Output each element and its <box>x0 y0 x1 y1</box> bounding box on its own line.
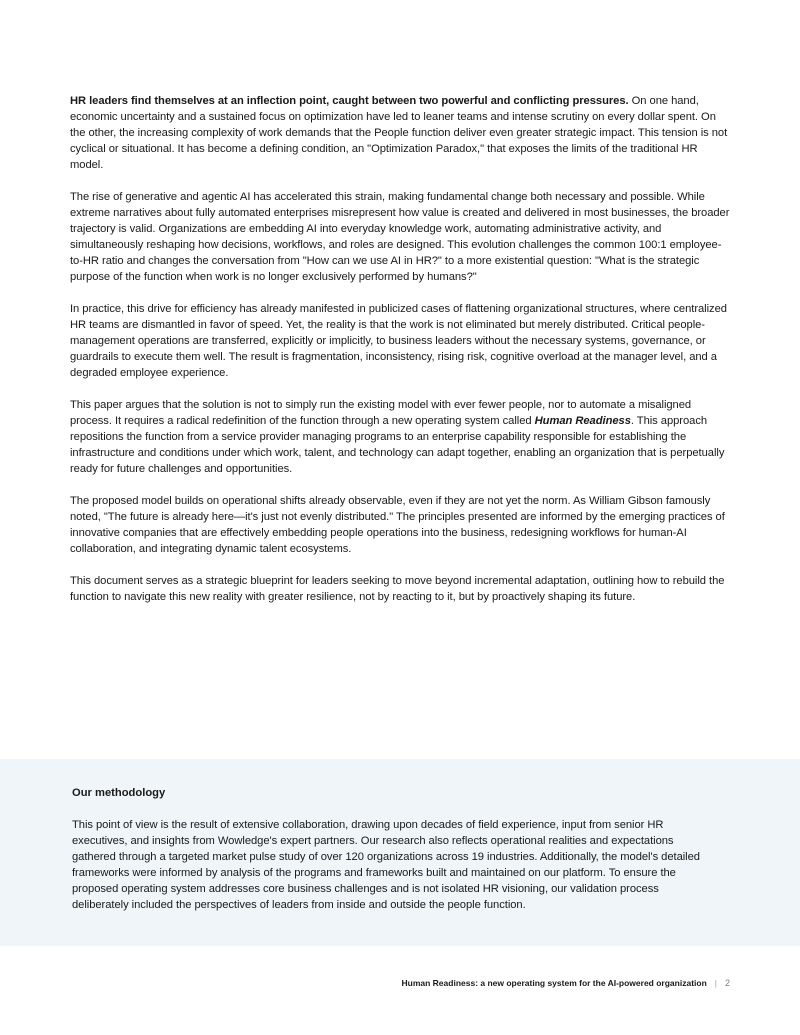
methodology-box <box>0 759 800 946</box>
methodology-content <box>72 786 712 913</box>
main-content <box>70 94 732 622</box>
paragraph-intro <box>70 94 732 174</box>
intro-lead: HR leaders find themselves at an inflection point, caught between two powerful and conflicting pressures. <box>70 95 629 107</box>
human-readiness-emphasis: Human Readiness <box>534 414 631 427</box>
argument-text-before: This paper argues that the solution is not to simply run the existing model with ever fewer people, nor to automate a misaligned process. It requires a radical redefinition of the function through a new operating system called <box>70 399 692 427</box>
intro-text: On one hand, economic uncertainty and a sustained focus on optimization have led to leaner teams and intense scrutiny on every dollar spent. On the other, the increasing complexity of work demands that the People function deliver even greater strategic impact. This tension is not cyclical or situational. It has become a defining condition, an "Optimization Paradox," that exposes the limits of the traditional HR model. <box>70 95 728 171</box>
paragraph-blueprint: This document serves as a strategic blueprint for leaders seeking to move beyond incremental adaptation, outlining how to rebuild the function to navigate this new reality with greater resilience, not by reacting to it, but by proactively shaping its future. <box>70 575 725 604</box>
page-number: 2 <box>724 978 730 988</box>
footer-separator: | <box>714 978 717 988</box>
paragraph-argument <box>70 398 732 478</box>
paragraph-ai: The rise of generative and agentic AI has accelerated this strain, making fundamental change both necessary and possible. While extreme narratives about fully automated enterprises misrepresent how value is created and delivered in most businesses, the broader trajectory is valid. Organizations are embedding AI into everyday knowledge work, automating administrative activity, and simultaneously reshaping how decisions, workflows, and roles are designed. This evolution challenges the common 100:1 employee-to-HR ratio and changes the conversation from "How can we use AI in HR?" to a more existential question: "What is the strategic purpose of the function when work is no longer exclusively performed by humans?" <box>70 191 730 283</box>
footer-title: Human Readiness: a new operating system for the AI-powered organization <box>401 978 707 988</box>
methodology-body: This point of view is the result of extensive collaboration, drawing upon decades of field experience, input from senior HR executives, and insights from Wowledge's expert partners. Our research also reflects operational realities and expectations gathered through a targeted market pulse study of over 120 organizations across 19 industries. Additionally, the model's detailed frameworks were informed by analysis of the programs and frameworks built and maintained on our platform. To ensure the proposed operating system addresses core business challenges and is not isolated HR visioning, our validation process deliberately included the perspectives of leaders from inside and outside the people function. <box>72 819 700 911</box>
paragraph-model: The proposed model builds on operational shifts already observable, even if they are not yet the norm. As William Gibson famously noted, "The future is already here—it's just not evenly distributed." The principles presented are informed by the emerging practices of innovative companies that are effectively embedding people operations into the business, redesigning workflows for human-AI collaboration, and integrating dynamic talent ecosystems. <box>70 495 725 555</box>
page-footer <box>402 977 731 989</box>
methodology-title: Our methodology <box>72 787 166 799</box>
paragraph-practice: In practice, this drive for efficiency has already manifested in publicized cases of flattening organizational structures, where centralized HR teams are dismantled in favor of speed. Yet, the reality is that the work is not eliminated but merely distributed. Critical people-management operations are transferred, explicitly or implicitly, to business leaders without the necessary systems, governance, or guardrails to execute them well. The result is fragmentation, inconsistency, rising risk, cognitive overload at the manager level, and a degraded employee experience. <box>70 302 727 379</box>
argument-text-after: . This approach repositions the function from a service provider managing programs to an enterprise capability responsible for establishing the infrastructure and conditions under which work, talent, and technology can adapt together, enabling an organization that is perpetually ready for future challenges and opportunities. <box>70 414 725 475</box>
